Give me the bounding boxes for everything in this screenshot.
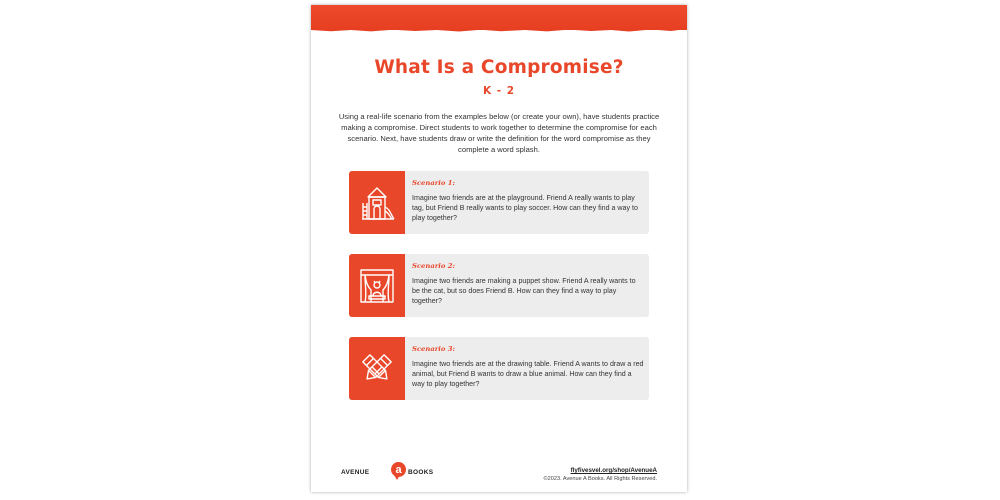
grade-level: K - 2 [482, 85, 516, 97]
scenario-label: Scenario 2: [412, 262, 456, 270]
scenario-text: Imagine two friends are at the playground. Friend A really wants to play tag, but Friend B really wants to play soccer. How can they find a way to play together? [412, 194, 638, 222]
footer-info [544, 467, 657, 482]
scenario-label: Scenario 3: [412, 345, 456, 353]
scenario-card-1 [349, 171, 649, 234]
logo-text-right: BOOKS [408, 469, 434, 476]
avenue-a-books-logo [341, 462, 461, 484]
puppet-theater-icon [349, 254, 405, 317]
logo-badge-tail [394, 475, 400, 480]
worksheet-page [311, 5, 687, 492]
band-torn-edge [311, 27, 687, 33]
intro-paragraph: Using a real-life scenario from the examples below (or create your own), have students practice making a compromise. Direct students to work together to determine the compromise for each scenario. Next, have students draw or write the definition for the word compromise as they complete a word splash. [338, 112, 660, 154]
logo-badge: a [391, 462, 406, 477]
logo-text-left: AVENUE [341, 469, 370, 476]
scenario-label: Scenario 1: [412, 179, 456, 187]
page-title: What Is a Compromise? [374, 57, 624, 78]
scenario-card-3 [349, 337, 649, 400]
crayons-icon [349, 337, 405, 400]
playground-icon [349, 171, 405, 234]
scenario-card-2 [349, 254, 649, 317]
copyright-text: ©2023. Avenue A Books. All Rights Reserved. [543, 476, 657, 482]
footer-link[interactable]: flyfivesvel.org/shop/AvenueA [570, 467, 657, 474]
scenario-text: Imagine two friends are at the drawing table. Friend A wants to draw a red animal, but Friend B wants to draw a blue animal. How can they find a way to play together? [412, 360, 644, 388]
scenario-text: Imagine two friends are making a puppet show. Friend A really wants to be the cat, but so does Friend B. How can they find a way to play together? [412, 277, 636, 305]
